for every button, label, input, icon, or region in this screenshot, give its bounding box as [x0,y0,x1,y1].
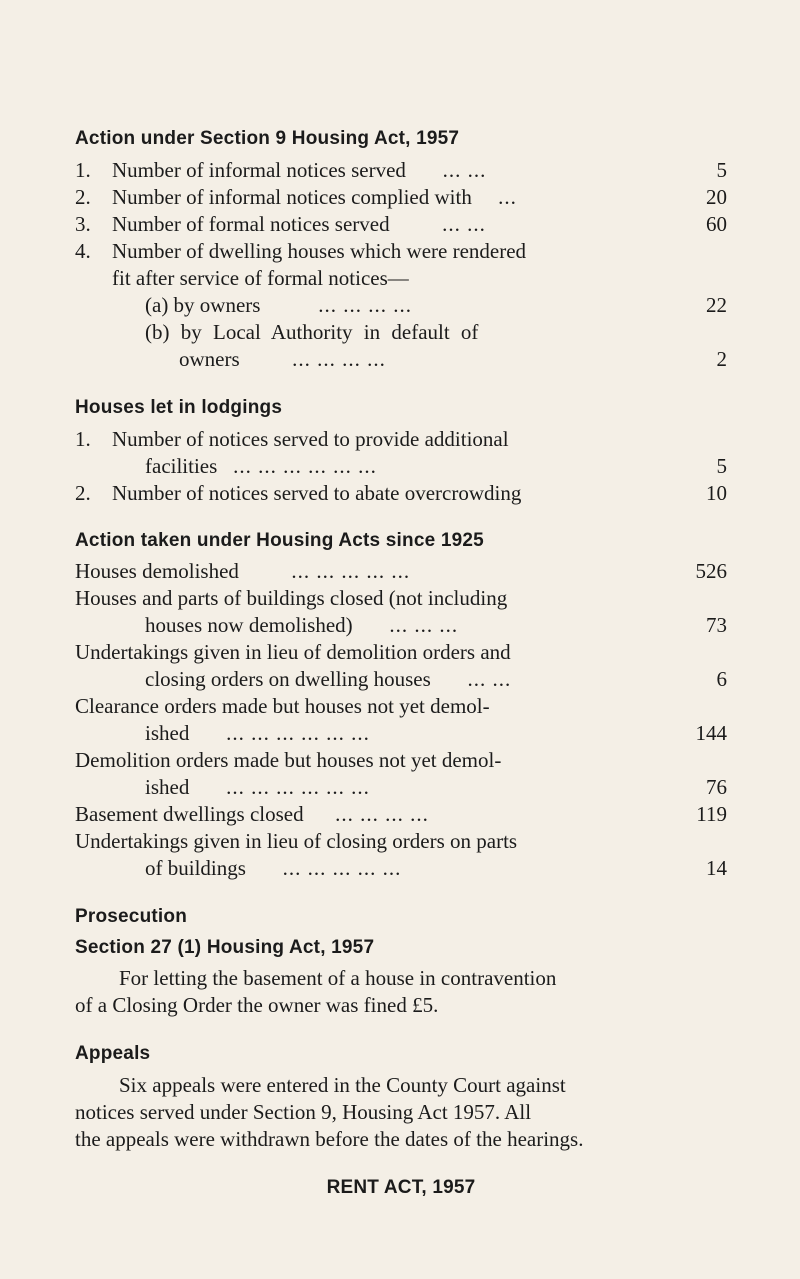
prosecution-paragraph: For letting the basement of a house in contravention of a Closing Order the owner was fined £5. [75,966,557,1017]
subheading-section27: Section 27 (1) Housing Act, 1957 [75,937,375,958]
section-heading-prosecution: Prosecution [75,906,187,927]
section-heading-appeals: Appeals [75,1043,151,1064]
appeals-paragraph: Six appeals were entered in the County Court against notices served under Section 9, Housing Act 1957. All the appeals were withdrawn before the dates of the hearings. [75,1073,584,1151]
section-heading-lodgings: Houses let in lodgings [75,397,283,418]
section-heading-section9: Action under Section 9 Housing Act, 1957 [75,128,460,149]
section-heading-since-1925: Action taken under Housing Acts since 1925 [75,530,484,551]
section-heading-rent-act: RENT ACT, 1957 [326,1177,476,1198]
